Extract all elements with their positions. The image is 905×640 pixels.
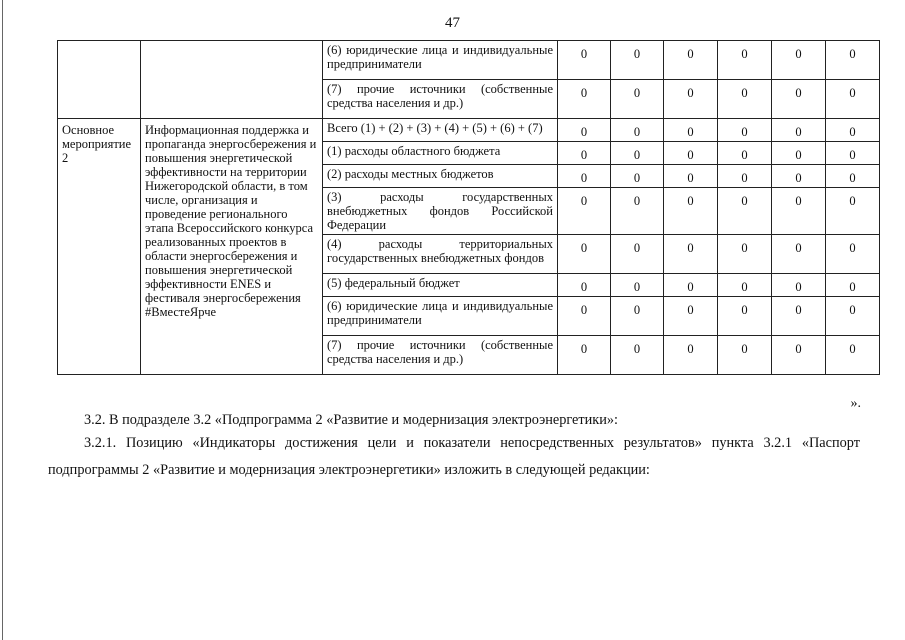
- value-cell: 0: [772, 235, 826, 274]
- empty-cell: [141, 41, 323, 119]
- value-cell: 0: [772, 119, 826, 142]
- value-cell: 0: [772, 188, 826, 235]
- activity-description: Информационная поддержка и пропаганда энергосбережения и повышения энергетической эффективности на территории Нижегородской области, в том числе, организация и проведение регионального этапа Всероссийского конкурса реализованных проектов в области энергосбережения и повышения энергетической эффективности ENES и фестиваля энергосбережения #ВместеЯрче: [141, 119, 323, 375]
- value-cell: 0: [718, 119, 772, 142]
- value-cell: 0: [611, 142, 664, 165]
- funding-source-cell: (4) расходы территориальных государственных внебюджетных фондов: [323, 235, 558, 274]
- closing-quote: ».: [850, 396, 861, 411]
- value-cell: 0: [664, 165, 718, 188]
- value-cell: 0: [611, 336, 664, 375]
- funding-source-cell: (3) расходы государственных внебюджетных фондов Российской Федерации: [323, 188, 558, 235]
- value-cell: 0: [772, 165, 826, 188]
- paragraph-3-2: 3.2. В подразделе 3.2 «Подпрограмма 2 «Развитие и модернизация электроэнергетики»:: [84, 412, 618, 428]
- value-cell: 0: [611, 80, 664, 119]
- value-cell: 0: [558, 41, 611, 80]
- value-cell: 0: [611, 274, 664, 297]
- value-cell: 0: [558, 297, 611, 336]
- value-cell: 0: [611, 235, 664, 274]
- funding-source-cell: (2) расходы местных бюджетов: [323, 165, 558, 188]
- value-cell: 0: [772, 80, 826, 119]
- table-row: [58, 41, 880, 80]
- value-cell: 0: [718, 188, 772, 235]
- value-cell: 0: [826, 80, 880, 119]
- value-cell: 0: [826, 188, 880, 235]
- value-cell: 0: [718, 165, 772, 188]
- value-cell: 0: [772, 142, 826, 165]
- value-cell: 0: [718, 235, 772, 274]
- value-cell: 0: [558, 336, 611, 375]
- table-row: [58, 119, 880, 142]
- value-cell: 0: [826, 165, 880, 188]
- value-cell: 0: [611, 165, 664, 188]
- value-cell: 0: [772, 274, 826, 297]
- value-cell: 0: [718, 336, 772, 375]
- value-cell: 0: [664, 142, 718, 165]
- funding-source-cell: (7) прочие источники (собственные средства населения и др.): [323, 80, 558, 119]
- value-cell: 0: [558, 274, 611, 297]
- value-cell: 0: [718, 80, 772, 119]
- funding-source-cell: (7) прочие источники (собственные средства населения и др.): [323, 336, 558, 375]
- value-cell: 0: [664, 119, 718, 142]
- value-cell: 0: [826, 119, 880, 142]
- funding-source-cell: Всего (1) + (2) + (3) + (4) + (5) + (6) + (7): [323, 119, 558, 142]
- value-cell: 0: [664, 235, 718, 274]
- funding-source-cell: (6) юридические лица и индивидуальные предприниматели: [323, 41, 558, 80]
- value-cell: 0: [664, 80, 718, 119]
- value-cell: 0: [664, 336, 718, 375]
- margin-line: [2, 0, 3, 640]
- value-cell: 0: [826, 274, 880, 297]
- page-number: 47: [445, 15, 460, 31]
- funding-source-cell: (5) федеральный бюджет: [323, 274, 558, 297]
- value-cell: 0: [558, 80, 611, 119]
- paragraph-3-2-1: 3.2.1. Позицию «Индикаторы достижения цели и показатели непосредственных результатов» пункта 3.2.1 «Паспорт подпрограммы 2 «Развитие и модернизация электроэнергетики» изложить в следующей редакции:: [48, 435, 860, 478]
- value-cell: 0: [558, 119, 611, 142]
- value-cell: 0: [718, 142, 772, 165]
- value-cell: 0: [558, 235, 611, 274]
- value-cell: 0: [664, 297, 718, 336]
- value-cell: 0: [664, 41, 718, 80]
- funding-table: [57, 40, 880, 375]
- value-cell: 0: [664, 188, 718, 235]
- value-cell: 0: [611, 188, 664, 235]
- value-cell: 0: [826, 142, 880, 165]
- value-cell: 0: [772, 297, 826, 336]
- value-cell: 0: [718, 41, 772, 80]
- value-cell: 0: [664, 274, 718, 297]
- activity-name: Основное мероприятие 2: [58, 119, 141, 375]
- value-cell: 0: [558, 142, 611, 165]
- value-cell: 0: [558, 165, 611, 188]
- funding-source-cell: (1) расходы областного бюджета: [323, 142, 558, 165]
- value-cell: 0: [772, 41, 826, 80]
- funding-source-cell: (6) юридические лица и индивидуальные предприниматели: [323, 297, 558, 336]
- value-cell: 0: [558, 188, 611, 235]
- value-cell: 0: [826, 297, 880, 336]
- value-cell: 0: [826, 235, 880, 274]
- value-cell: 0: [718, 297, 772, 336]
- value-cell: 0: [826, 41, 880, 80]
- empty-cell: [58, 41, 141, 119]
- value-cell: 0: [611, 297, 664, 336]
- value-cell: 0: [611, 41, 664, 80]
- value-cell: 0: [772, 336, 826, 375]
- value-cell: 0: [718, 274, 772, 297]
- value-cell: 0: [611, 119, 664, 142]
- value-cell: 0: [826, 336, 880, 375]
